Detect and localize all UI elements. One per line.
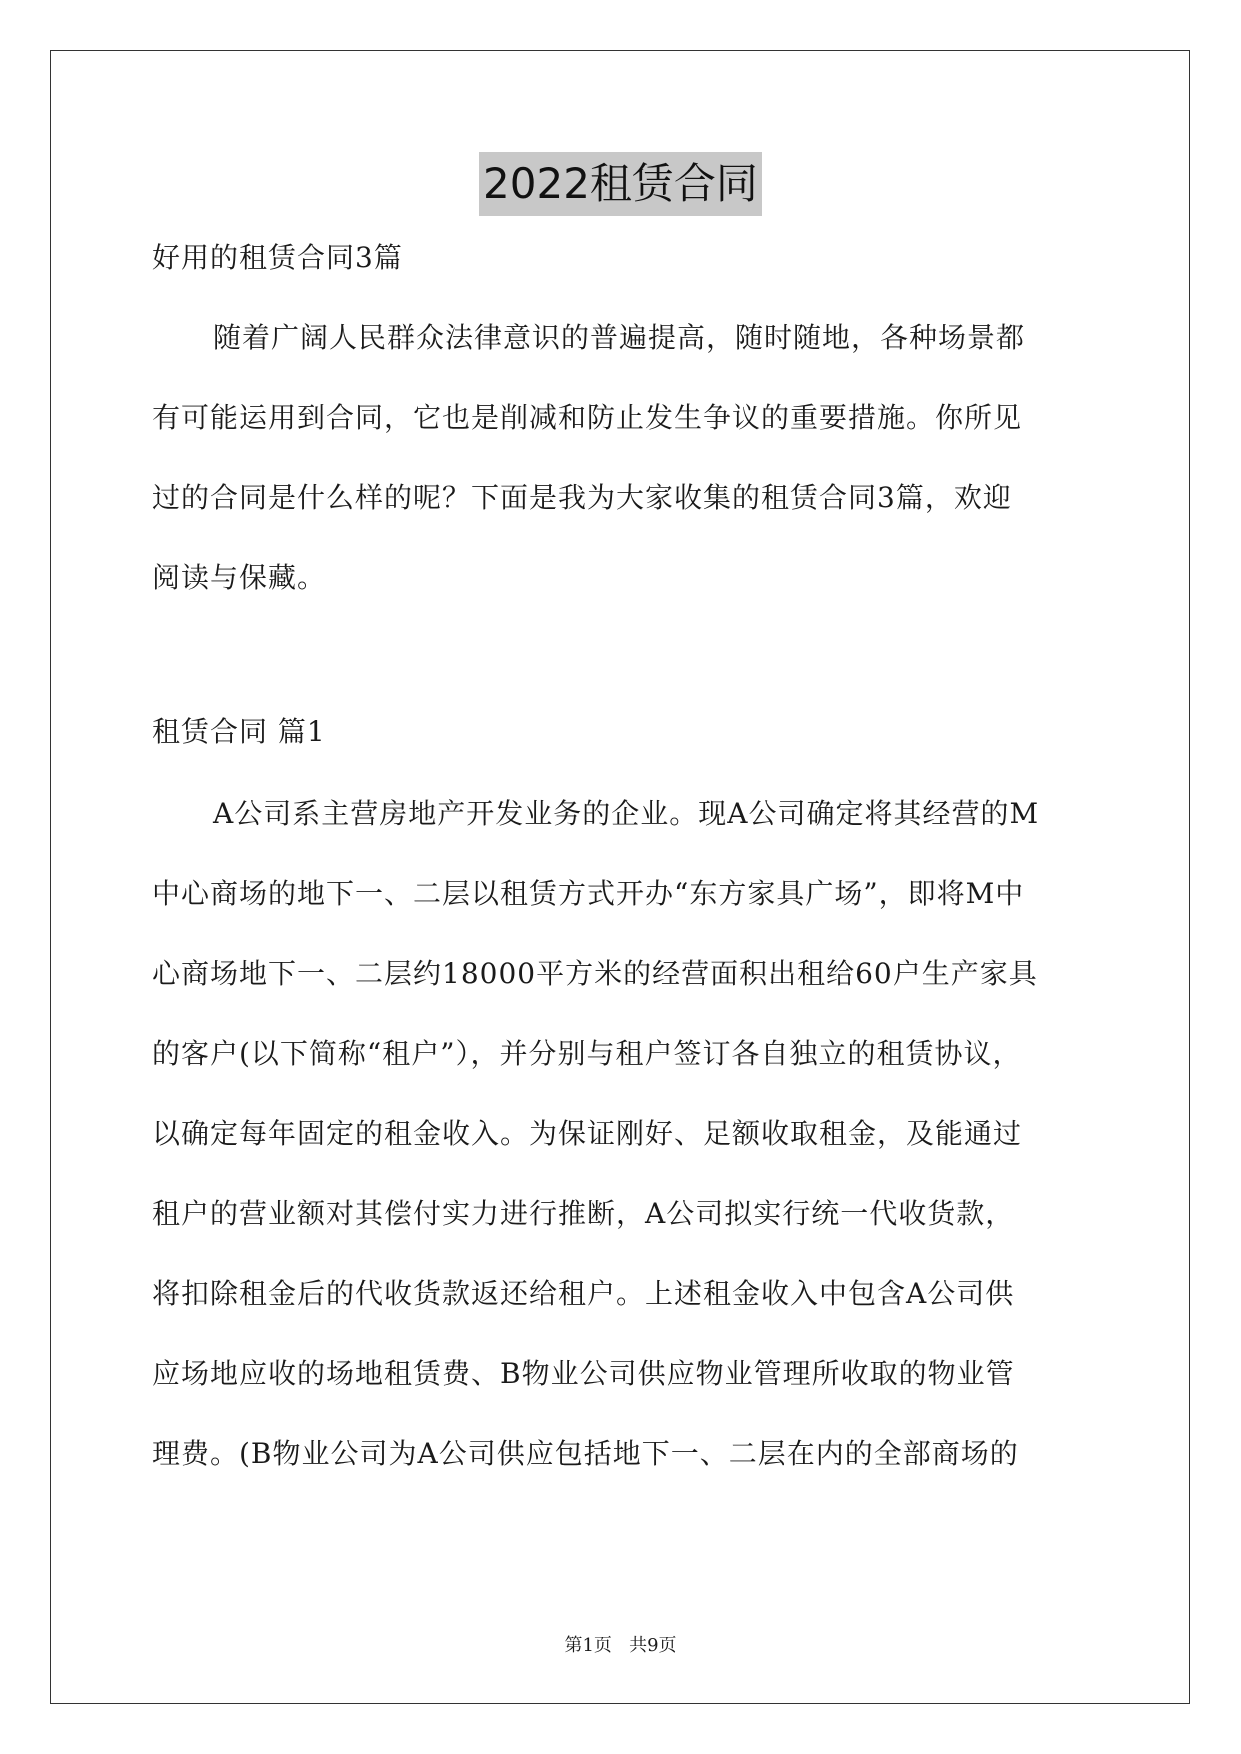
paragraph-line: 应场地应收的场地租赁费、B物业公司供应物业管理所收取的物业管 xyxy=(152,1357,1015,1390)
document-title: 2022租赁合同 xyxy=(479,152,762,216)
section-heading: 租赁合同 篇1 xyxy=(152,715,326,748)
paragraph-line: 以确定每年固定的租金收入。为保证刚好、足额收取租金，及能通过 xyxy=(152,1117,1023,1150)
page-number-footer: 第1页 共9页 xyxy=(564,1635,677,1656)
paragraph-line: 有可能运用到合同，它也是削减和防止发生争议的重要措施。你所见 xyxy=(152,401,1023,434)
paragraph-line: A公司系主营房地产开发业务的企业。现A公司确定将其经营的M xyxy=(213,797,1040,830)
title-container xyxy=(0,152,1241,216)
paragraph-line: 租户的营业额对其偿付实力进行推断，A公司拟实行统一代收货款， xyxy=(152,1197,1015,1230)
paragraph-line: 随着广阔人民群众法律意识的普遍提高，随时随地，各种场景都 xyxy=(213,321,1026,354)
paragraph-line: 将扣除租金后的代收货款返还给租户。上述租金收入中包含A公司供 xyxy=(152,1277,1015,1310)
paragraph-line: 阅读与保藏。 xyxy=(152,561,327,594)
paragraph-line: 理费。(B物业公司为A公司供应包括地下一、二层在内的全部商场的 xyxy=(152,1437,1019,1470)
subtitle-line: 好用的租赁合同3篇 xyxy=(152,241,403,274)
paragraph-line: 过的合同是什么样的呢？下面是我为大家收集的租赁合同3篇，欢迎 xyxy=(152,481,1012,514)
paragraph-line: 中心商场的地下一、二层以租赁方式开办“东方家具广场”，即将M中 xyxy=(152,877,1025,910)
paragraph-line: 的客户(以下简称“租户”），并分别与租户签订各自独立的租赁协议， xyxy=(152,1037,1022,1070)
paragraph-line: 心商场地下一、二层约18000平方米的经营面积出租给60户生产家具 xyxy=(152,957,1038,990)
